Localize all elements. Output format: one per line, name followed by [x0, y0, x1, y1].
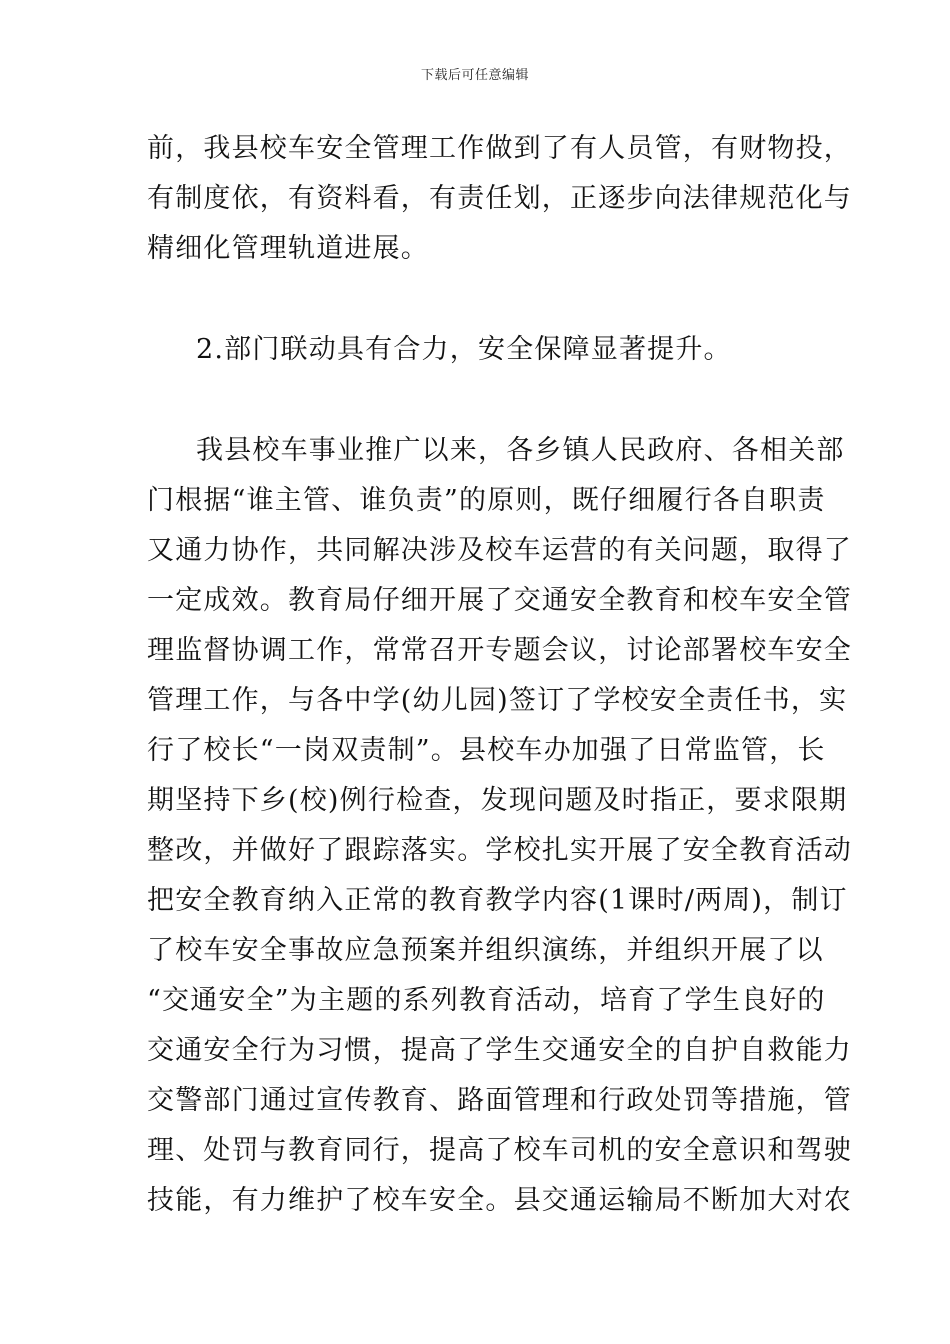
page-header: 下载后可任意编辑 [420, 68, 529, 83]
body-line: 技能，有力维护了校车安全。县交通运输局不断加大对农 [147, 1185, 852, 1216]
body-line: 把安全教育纳入正常的教育教学内容(1课时/两周)，制订 [147, 885, 848, 916]
body-line: 行了校长“一岗双责制”。县校车办加强了日常监管，长 [147, 735, 826, 766]
body-line: “交通安全”为主题的系列教育活动，培育了学生良好的 [147, 985, 826, 1016]
body-line: 理监督协调工作，常常召开专题会议，讨论部署校车安全 [147, 635, 852, 666]
body-line: 一定成效。教育局仔细开展了交通安全教育和校车安全管 [147, 585, 852, 616]
body-line: 交警部门通过宣传教育、路面管理和行政处罚等措施，管 [147, 1085, 852, 1116]
body-line: 交通安全行为习惯，提高了学生交通安全的自护自救能力 [147, 1035, 852, 1066]
body-line: 整改，并做好了跟踪落实。学校扎实开展了安全教育活动 [147, 835, 852, 866]
body-line: 精细化管理轨道进展。 [147, 233, 429, 264]
body-line: 了校车安全事故应急预案并组织演练，并组织开展了以 [147, 935, 824, 966]
body-line: 理、处罚与教育同行，提高了校车司机的安全意识和驾驶 [147, 1135, 852, 1166]
body-line: 又通力协作，共同解决涉及校车运营的有关问题，取得了 [147, 535, 852, 566]
body-line: 前，我县校车安全管理工作做到了有人员管，有财物投， [147, 133, 852, 164]
body-line: 期坚持下乡(校)例行检查，发现问题及时指正，要求限期 [147, 785, 848, 816]
body-line: 我县校车事业推广以来，各乡镇人民政府、各相关部 [196, 435, 845, 466]
body-line: 管理工作，与各中学(幼儿园)签订了学校安全责任书，实 [147, 685, 848, 716]
body-line: 门根据“谁主管、谁负责”的原则，既仔细履行各自职责 [147, 485, 826, 516]
section-heading: 2.部门联动具有合力，安全保障显著提升。 [196, 334, 732, 365]
body-line: 有制度依，有资料看，有责任划，正逐步向法律规范化与 [147, 183, 852, 214]
